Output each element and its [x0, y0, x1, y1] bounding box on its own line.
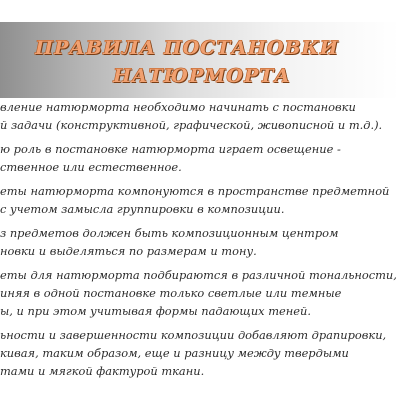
rule-6-line-1: ьности и завершенности композиции добавляют драпировки,	[0, 328, 387, 342]
rule-paragraph-5	[0, 266, 400, 320]
rule-1-line-1: вление натюрморта необходимо начинать с постановки	[0, 100, 356, 114]
rule-paragraph-1	[0, 98, 400, 134]
slide-title-line-1: ПРАВИЛА ПОСТАНОВКИ	[35, 37, 339, 59]
rule-5-line-3: ы, и при этом учитывая формы падающих теней.	[0, 304, 311, 318]
rule-5-line-1: еты для натюрморта подбираются в различной тональности,	[0, 268, 397, 282]
rule-4-line-1: з предметов должен быть композиционным центром	[0, 226, 339, 240]
slide-title	[0, 34, 400, 90]
slide-title-line-2: НАТЮРМОРТА	[113, 65, 291, 87]
rule-5-line-2: иняя в одной постановке только светлые или темные	[0, 286, 342, 300]
rule-6-line-2: кивая, таким образом, еще и разницу между твердыми	[0, 346, 349, 360]
rule-3-line-1: еты натюрморта компонуются в пространстве предметной	[0, 184, 390, 198]
rule-3-line-2: с учетом замысла группировки в композиции.	[0, 202, 285, 216]
rule-paragraph-6	[0, 326, 400, 380]
rule-paragraph-2	[0, 140, 400, 176]
rule-2-line-2: ственное или естественное.	[0, 160, 182, 174]
rule-paragraph-3	[0, 182, 400, 218]
rules-text	[0, 98, 400, 380]
rule-2-line-1: ю роль в постановке натюрморта играет освещение -	[0, 142, 341, 156]
rule-1-line-2: й задачи (конструктивной, графической, живописной и т.д.).	[0, 118, 383, 132]
rule-paragraph-4	[0, 224, 400, 260]
rule-4-line-2: новки и выделяться по размерам и тону.	[0, 244, 257, 258]
rule-6-line-3: тами и мягкой фактурой ткани.	[0, 364, 205, 378]
